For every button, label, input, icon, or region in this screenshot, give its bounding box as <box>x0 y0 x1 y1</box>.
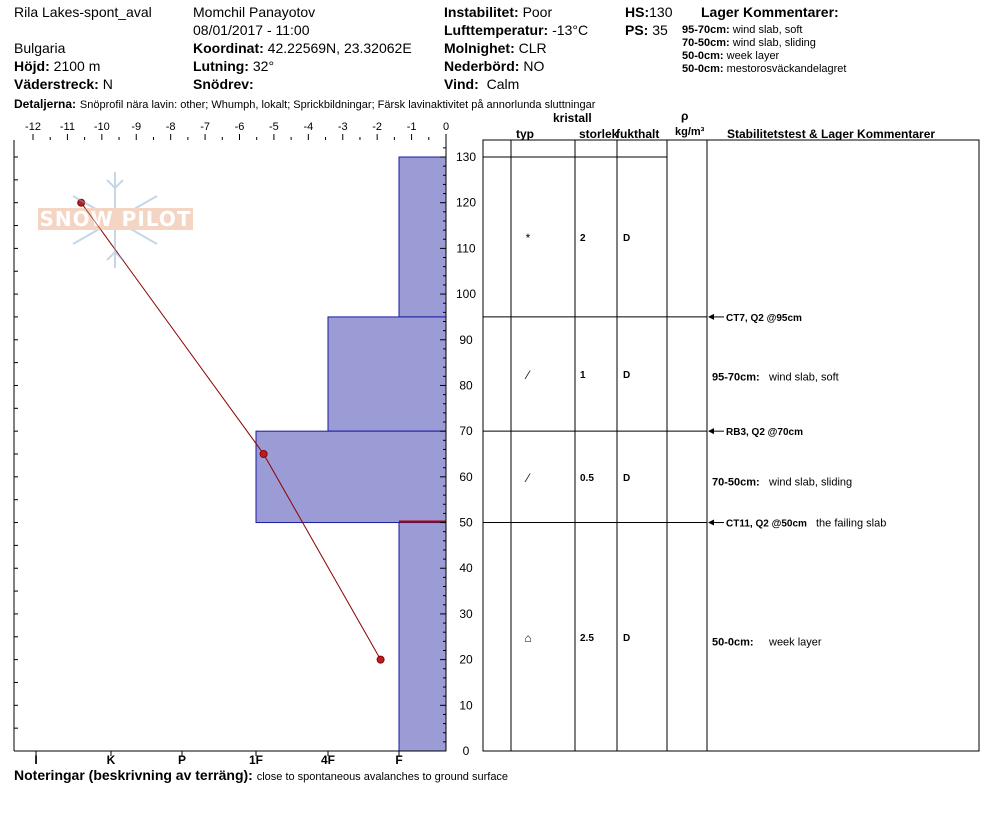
hardness-tick-label: 4F <box>320 753 336 767</box>
country: Bulgaria <box>14 40 66 56</box>
crystal-size: 2.5 <box>580 632 594 644</box>
ps-value: 35 <box>652 22 668 38</box>
column-header-type: typ <box>516 127 534 141</box>
height-tick-label: 130 <box>455 150 477 164</box>
airtemp-label: Lufttemperatur: <box>444 22 549 38</box>
snowpilot-watermark <box>38 170 193 270</box>
height-tick-label: 100 <box>455 287 477 302</box>
instability-label: Instabilitet: <box>444 4 519 20</box>
precip-value: NO <box>523 58 545 74</box>
temp-tick-label: -7 <box>200 121 210 133</box>
height-tick-label: 60 <box>459 469 473 484</box>
stability-test-label: CT11, Q2 @50cm <box>726 518 807 530</box>
height-tick-label: 50 <box>459 515 473 530</box>
crystal-type-symbol: ⌂ <box>524 630 532 645</box>
height-tick-label: 90 <box>459 332 473 347</box>
crystal-size: 1 <box>580 370 586 382</box>
crystal-type-symbol: * <box>525 230 531 245</box>
layer-comment-range: 50-0cm: <box>682 63 724 75</box>
temperature-point <box>377 656 384 663</box>
wind-label: Vind: <box>444 76 479 92</box>
layer-table-frame <box>483 140 979 751</box>
layer-note-text: wind slab, soft <box>769 371 839 384</box>
slope-label: Lutning: <box>193 58 249 74</box>
layer-note-text: week layer <box>769 636 822 649</box>
column-header-moisture: fukthalt <box>616 127 660 141</box>
temp-tick-label: -3 <box>337 121 348 133</box>
details-value: Snöprofil nära lavin: other; Whumph, lokalt; Sprickbildningar; Färsk lavinaktivitet på annorlunda sluttningar <box>79 99 596 111</box>
layer-note-range: 70-50cm: <box>712 476 760 489</box>
aspect-value: N <box>102 76 113 92</box>
layer-comment-range: 50-0cm: <box>682 50 724 62</box>
hs-value: 130 <box>649 4 673 20</box>
moisture-value: D <box>623 232 631 244</box>
hardness-tick-label: P <box>177 753 187 767</box>
moisture-value: D <box>623 632 631 644</box>
height-tick-label: 40 <box>459 561 473 576</box>
height-tick-label: 20 <box>459 652 473 667</box>
stability-test-note: the failing slab <box>816 517 887 530</box>
moisture-value: D <box>623 370 631 382</box>
aspect-label: Väderstreck: <box>14 76 99 92</box>
height-tick-label: 10 <box>459 698 473 713</box>
drift-label: Snödrev: <box>193 76 254 92</box>
temp-tick-label: -2 <box>372 121 383 133</box>
cloud-value: CLR <box>518 40 547 56</box>
crystal-type-symbol: ⁄ <box>526 470 530 485</box>
hardness-tick-label: 1F <box>248 753 264 767</box>
temp-tick-label: -8 <box>165 121 176 133</box>
stability-test-label: CT7, Q2 @95cm <box>726 312 802 324</box>
hardness-bar <box>399 523 446 751</box>
elevation-label: Höjd: <box>14 58 50 74</box>
instability-value: Poor <box>522 4 553 20</box>
layer-comment-text: wind slab, sliding <box>732 37 816 49</box>
layer-comment-text: wind slab, soft <box>732 24 803 36</box>
height-tick-label: 30 <box>459 606 473 621</box>
moisture-value: D <box>623 472 631 484</box>
height-tick-label: 0 <box>462 744 470 758</box>
notes-label: Noteringar (beskrivning av terräng): <box>14 767 253 783</box>
stability-arrow-icon <box>708 428 714 434</box>
hardness-bar <box>256 431 446 522</box>
coordinates-value: 42.22569N, 23.32062E <box>267 40 412 56</box>
layer-comment-range: 70-50cm: <box>682 37 730 49</box>
watermark-text: SNOW PILOT <box>39 207 192 231</box>
temp-tick-label: 0 <box>442 121 450 133</box>
observation-datetime: 08/01/2017 - 11:00 <box>193 22 310 38</box>
ps-label: PS: <box>625 22 649 38</box>
temp-tick-label: -10 <box>93 121 110 133</box>
crystal-size: 2 <box>580 232 586 244</box>
stability-arrow-icon <box>708 314 714 320</box>
observer-name: Momchil Panayotov <box>193 4 316 20</box>
layer-comment-text: week layer <box>726 50 780 62</box>
wind-value: Calm <box>486 76 520 92</box>
layer-comment-range: 95-70cm: <box>682 24 730 36</box>
temp-tick-label: -12 <box>25 121 41 133</box>
column-header-crystal: kristall <box>553 111 592 125</box>
hardness-bar <box>399 157 446 317</box>
crystal-type-symbol: ⁄ <box>526 368 530 383</box>
details-label: Detaljerna: <box>14 97 77 111</box>
layer-note-range: 95-70cm: <box>712 371 760 384</box>
height-tick-label: 110 <box>456 241 476 256</box>
hs-label: HS: <box>625 4 650 20</box>
stability-test-label: RB3, Q2 @70cm <box>726 427 804 439</box>
location-name: Rila Lakes-spont_aval <box>14 4 152 20</box>
layer-comments-title: Lager Kommentarer: <box>701 4 839 20</box>
coordinates-label: Koordinat: <box>193 40 264 56</box>
precip-label: Nederbörd: <box>444 58 520 74</box>
layer-comment-text: mestorosväckandelagret <box>726 63 847 75</box>
temp-tick-label: -5 <box>269 121 279 133</box>
slope-value: 32° <box>252 58 275 74</box>
height-tick-label: 120 <box>455 195 477 210</box>
column-header-density-unit: kg/m³ <box>675 126 705 138</box>
column-header-density-symbol: ρ <box>681 109 689 123</box>
column-header-size: storlek <box>579 127 619 141</box>
layer-note-range: 50-0cm: <box>712 636 754 649</box>
temperature-point <box>260 451 267 458</box>
temp-tick-label: -6 <box>234 121 245 133</box>
notes <box>14 767 508 785</box>
temp-tick-label: -4 <box>303 121 314 133</box>
cloud-label: Molnighet: <box>444 40 515 56</box>
temp-tick-label: -11 <box>59 121 75 133</box>
stability-arrow-icon <box>708 520 714 526</box>
layer-note-text: wind slab, sliding <box>769 476 853 489</box>
column-header-stability: Stabilitetstest & Lager Kommentarer <box>727 127 936 141</box>
notes-value: close to spontaneous avalanches to ground surface <box>256 771 509 783</box>
temp-tick-label: -1 <box>406 121 417 133</box>
airtemp-value: -13°C <box>552 22 589 38</box>
hardness-tick-label: K <box>106 753 116 767</box>
hardness-bar <box>328 317 446 431</box>
temp-tick-label: -9 <box>131 121 142 133</box>
crystal-size: 0.5 <box>580 472 594 484</box>
hardness-tick-label: F <box>395 753 403 767</box>
hardness-tick-label: I <box>34 753 38 767</box>
height-tick-label: 70 <box>459 424 473 439</box>
elevation-value: 2100 m <box>53 58 101 74</box>
height-tick-label: 80 <box>459 378 473 393</box>
